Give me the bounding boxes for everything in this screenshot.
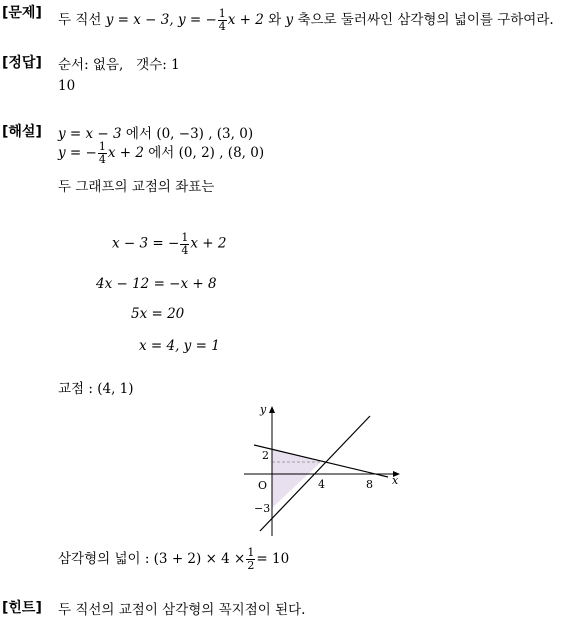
hint-tag: [힌트] — [2, 600, 42, 616]
area-label: 삼각형의 넓이 : (3 + 2) × 4 × — [58, 551, 246, 567]
solution-line2-points: (0, 2) , (8, 0) — [178, 145, 265, 161]
tick-label-4: 4 — [318, 478, 325, 491]
tick-label-8: 8 — [366, 478, 373, 491]
fraction-denominator: 4 — [218, 20, 226, 33]
fraction-numerator: 1 — [218, 7, 226, 21]
problem-axis-var: y — [285, 12, 294, 28]
solution-line1-points: (0, −3) , (3, 0) — [156, 126, 254, 142]
graph-figure — [240, 398, 405, 538]
tick-label-2: 2 — [262, 449, 269, 462]
solution-line2 — [58, 141, 264, 166]
answer-tag: [정답] — [2, 55, 42, 71]
problem-tag: [문제] — [2, 5, 42, 21]
tick-label-neg3: −3 — [254, 502, 271, 515]
solution-line2-lhs: y = − — [58, 145, 97, 161]
fraction-denominator: 2 — [247, 559, 255, 572]
problem-line1-equation: y = x − 3, — [105, 12, 174, 28]
y-axis-arrow — [269, 406, 275, 413]
problem-line2-rhs: x + 2 — [227, 12, 264, 28]
answer-order: 순서: 없음, — [58, 57, 124, 73]
problem-prefix: 두 직선 — [58, 12, 102, 28]
area-computation — [58, 547, 289, 572]
answer-meta — [58, 53, 180, 73]
solution-tag: [해설] — [2, 124, 42, 140]
solution-line2-rhs: x + 2 — [107, 145, 144, 161]
solution-line2-word: 에서 — [148, 145, 175, 161]
answer-count: 갯수: 1 — [136, 57, 180, 73]
equation-4: x = 4, y = 1 — [139, 338, 220, 354]
problem-line2-fraction — [218, 8, 227, 32]
area-fraction — [246, 547, 255, 571]
fraction-denominator: 4 — [181, 243, 189, 257]
equation-1-rhs: x + 2 — [190, 235, 227, 252]
origin-label: O — [258, 479, 268, 492]
triangle-region — [272, 448, 321, 508]
x-axis-label: x — [392, 474, 399, 487]
equation-1-lhs: x − 3 = − — [112, 235, 180, 252]
problem-line2-lhs: y = − — [177, 12, 217, 28]
y-axis-label: y — [260, 403, 267, 416]
equation-2: 4x − 12 = −x + 8 — [96, 276, 217, 292]
solution-line1-equation: y = x − 3 — [58, 126, 122, 142]
problem-mid-text: 와 — [268, 12, 282, 28]
hint-text: 두 직선의 교점이 삼각형의 꼭지점이 된다. — [58, 602, 306, 618]
fraction-numerator: 1 — [98, 140, 106, 154]
equation-1 — [112, 232, 226, 256]
problem-statement — [58, 8, 554, 33]
intersection-label: 교점 : (4, 1) — [58, 381, 134, 397]
fraction-denominator: 4 — [98, 153, 106, 166]
solution-line1-word: 에서 — [125, 126, 153, 142]
answer-value: 10 — [58, 78, 76, 94]
solution-line1 — [58, 122, 253, 142]
fraction-numerator: 1 — [181, 231, 189, 244]
solution-intersection-text: 두 그래프의 교점의 좌표는 — [58, 179, 215, 195]
fraction-numerator: 1 — [247, 546, 255, 560]
area-result: = 10 — [256, 551, 290, 567]
problem-suffix: 축으로 둘러싸인 삼각형의 넓이를 구하여라. — [297, 12, 554, 28]
equation-3: 5x = 20 — [131, 306, 185, 322]
equation-1-fraction — [180, 232, 189, 256]
solution-line2-fraction — [98, 141, 107, 165]
